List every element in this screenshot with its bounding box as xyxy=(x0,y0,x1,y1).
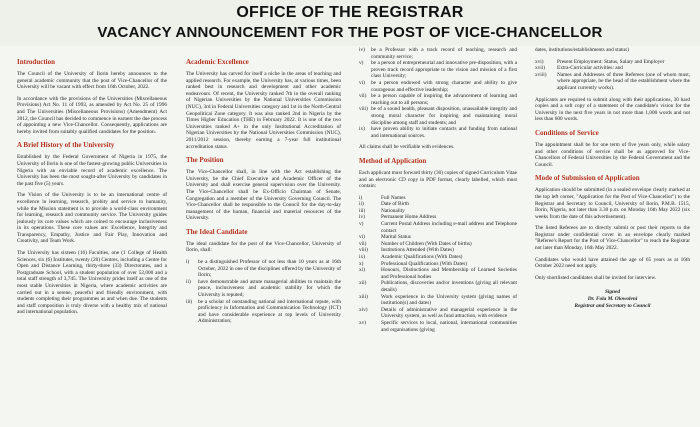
list-item: ii) have demonstrable and astute managerial abilities to maintain the peace, inclusiveness and academic stability for which the University is reputed; xyxy=(186,278,341,299)
excellence-paragraph: The University has carved for itself a niche in the areas of teaching and applied research. For example, the University has, at various times, been ranked best in research and development and other academic endeavours. Of recent, the University ranked 7th in the overall ranking of Nigerian Universities by the National Universities Commission (NUC), 3rd in Federal Universities category and 1st in the North-Central Geopolitical Zone category. It was also ranked 2nd in Nigeria by the Times Higher Education (THE) in February 2022. It is one of the two Universities ranked A+ in the only Institutional Accreditation of Nigerian Universities by the National Universities Commission (NUC), 2011/2012 session, thereby earning a 7-year full institutional accreditation status. xyxy=(186,71,341,150)
history-paragraph-2: The Vision of the University is to be an international centre of excellence in learning, research, probity and service to humanity, while the Mission statement is to provide a world-class environment for learning, research and community service. The University guides jealously its core values which are coined to encourage inclusiveness in its operations. These core values are: Excellence, Integrity and Transparency, Empathy, Justice and Fair Play, Innovation and Creativity, and Team Work. xyxy=(17,192,167,245)
list-item: xvii) Extra-Curricular activities: and xyxy=(535,65,623,72)
list-item: iii) Nationality xyxy=(359,207,405,214)
conditions-paragraph: The appointment shall be for one term of five years only, while salary and other conditions of service shall be as approved for Vice-Chancellors of Federal Universities by the Federal Government and the Council. xyxy=(535,141,690,168)
submission-paragraph-3: Candidates who would have attained the age of 65 years as at 16th October 2022 need not apply. xyxy=(535,256,690,270)
ideal-candidate-heading: The Ideal Candidate xyxy=(186,227,248,236)
method-paragraph: Each applicant must forward thirty (30) copies of signed Curriculum Vitae and an electronic CD copy in PDF format, clearly labelled, which must contain: xyxy=(359,169,517,190)
signed-label: Signed xyxy=(604,289,620,296)
list-item: xiv) Details of administrative and managerial experience in the University system, as well as fund attraction, with evidence xyxy=(359,306,517,320)
submission-paragraph-2: The listed Referees are to directly submit or post their reports to the Registrar under confidential cover in an envelope clearly marked "Referee's Report for the Post of Vice-Chancellor" to reach the Registrar not later than Monday, 16th May 2022. xyxy=(535,225,690,252)
list-item: vii) be a person capable of inspiring the advancement of learning and reaching out to all persons; xyxy=(359,93,517,106)
vision-statement-paragraph: Applicants are required to submit along with their applications, 30 hard copies and a soft copy of a statement of the candidate's vision for the University in the next five years in not more than 1,000 words and not less than 600 words. xyxy=(535,96,690,123)
announcement-header xyxy=(0,0,700,46)
history-paragraph-1: Established by the Federal Government of Nigeria in 1975, the University of Ilorin is one of the fastest-growing public Universities in Nigeria with an enviable record of academic excellence. The University has been the most sought-after University by candidates in the past five (5) years. xyxy=(17,154,167,187)
list-item: ii) Date of Birth xyxy=(359,201,409,208)
academic-excellence-heading: Academic Excellence xyxy=(186,58,249,66)
list-item: i) be a distinguished Professor of not less than 10 years as at 16th October, 2022 in one of the disciplines offered by the University of Ilorin; xyxy=(186,259,341,279)
list-item: xi) Honours, Distinctions and Membership of Learned Societies and Professional bodies xyxy=(359,267,517,280)
office-title: OFFICE OF THE REGISTRAR xyxy=(236,4,464,21)
list-item: x) Professional Qualifications (With Dates) xyxy=(359,260,468,267)
claims-note: All claims shall be verifiable with evidences. xyxy=(359,144,455,151)
list-item: xiii) Work experience in the University system (giving names of institution(s) and dates) xyxy=(359,293,517,307)
list-item: viii) be of a sound health, pleasant disposition, unassailable integrity and strong moral character for inspiring and maintaining moral discipline among staff and students; and xyxy=(359,106,517,126)
list-item: xvi) Present Employment: Status, Salary and Employer xyxy=(535,58,665,65)
list-item: i) Full Names xyxy=(359,194,406,201)
registrar-title: Registrar and Secretary to Council xyxy=(574,302,651,309)
submission-heading: Mode of Submission of Application xyxy=(535,174,640,183)
position-heading: The Position xyxy=(186,156,224,165)
intro-paragraph-2: In accordance with the provisions of the Universities (Miscellaneous Provisions) Act No. 11 of 1993, as amended by Act No. 25 of 1996 and The Universities (Miscellaneous Provisions) (Amendment) Act 2012, the Council has decided to commence in earnest the due process of appointing a new Vice-Chancellor. Consequently, applications are hereby invited from suitably qualified candidates for the position. xyxy=(17,95,167,135)
column-1 xyxy=(17,50,167,427)
list-item: vi) Marital Status xyxy=(359,234,411,241)
list-item: ix) have proven ability to initiate contacts and funding from national and international sources. xyxy=(359,126,517,139)
list-item: xv) Specific services to local, national, international communities and organisations (giving xyxy=(359,319,517,333)
intro-paragraph-1: The Council of the University of Ilorin hereby announces to the general academic community that the post of Vice-Chancellor of the University will be vacant with effect from 16th October, 2022. xyxy=(17,71,167,91)
list-item: v) be a person of entrepreneurial and innovative pre-disposition, with a proven track record appropriate to the vision and mission of a first class University; xyxy=(359,60,517,80)
list-item: iv) be a Professor with a track record of teaching, research and community service; xyxy=(359,47,517,60)
list-item: iv) Permanent Home Address xyxy=(359,214,437,221)
column-3 xyxy=(359,47,517,424)
history-paragraph-3: The University has sixteen (16) Faculties, one (1 College of Health Sciences, six (6) Institutes, twenty (20) Centres, including a Centre for Open and Distance Learning, thirty-three (33) Directorates, and a Postgraduate School, with a student population of over 52,000 and a total staff strength of 3,745. The University prides itself as one of the most stable Universities in Nigeria, where academic activities are carried out in a serene, peaceful and friendly environment, with students completing their programmes as and when due. The students and staff composition is truly diverse with a healthy mix of national and international population. xyxy=(17,250,167,316)
list-item: vii) Number of Children (With Dates of births) xyxy=(359,240,472,247)
shortlist-paragraph: Only shortlisted candidates shall be invited for interview. xyxy=(535,274,657,281)
list-item: xviii) Names and Addresses of three Referees (one of whom must, where appropriate, be the head of the establishment where the applicant currently works). xyxy=(535,71,690,91)
cv-list-continuation: dates, institutions/establishments and status) xyxy=(535,47,629,53)
list-item: vi) be a person endowed with strong character and ability to give courageous and effective leadership; xyxy=(359,79,517,93)
list-item: ix) Academic Qualifications (With Dates) xyxy=(359,254,463,261)
vacancy-title: VACANCY ANNOUNCEMENT FOR THE POST OF VICE-CHANCELLOR xyxy=(97,24,603,41)
introduction-heading: Introduction xyxy=(17,58,55,66)
ideal-candidate-intro: The ideal candidate for the post of the Vice-Chancellor, University of Ilorin, shall: xyxy=(186,240,341,254)
column-4 xyxy=(535,47,690,424)
list-item: xii) Publications, discoveries and/or inventions (giving all relevant details) xyxy=(359,280,517,293)
ideal-candidate-list xyxy=(186,259,341,325)
signature-block xyxy=(535,289,690,309)
cv-contents-list xyxy=(359,195,517,333)
method-heading: Method of Application xyxy=(359,156,427,165)
column-2 xyxy=(186,50,341,427)
ideal-candidate-list-continued xyxy=(359,47,517,139)
position-paragraph: The Vice-Chancellor shall, in line with the Act establishing the University, be the Chief Executive and Academic Officer of the University and shall exercise general supervision over the University. The Vice-Chancellor shall be Ex-Officio Chairman of Senate, Congregation and a member of the University Governing Council. The Vice-Chancellor shall be responsible to the Council for the day-to-day management of the human, financial and material resources of the University. xyxy=(186,169,341,222)
registrar-name: Dr. Fola M. Olowoleni xyxy=(587,296,638,303)
list-item: v) Current Postal Address including e-mail address and Telephone contact xyxy=(359,221,517,234)
history-heading: A Brief History of the University xyxy=(17,141,115,150)
submission-paragraph-1: Application should be submitted (in a sealed envelope clearly marked at the top left corner, "Application for the Post of Vice-Chancellor") to the Registrar and Secretary to Council, University of Ilorin, P.M.B. 1515, Ilorin, Nigeria, not later than 3.30 p.m. on Monday 16th May 2022 (six weeks from the date of this advertisement). xyxy=(535,187,690,220)
cv-contents-list-continued xyxy=(535,59,690,92)
list-item: viii) Institutions Attended (With Dates) xyxy=(359,247,454,254)
conditions-heading: Conditions of Service xyxy=(535,128,599,137)
list-item: iii) be a scholar of outstanding national and international repute, with proficiency in Information and Communication Technology (ICT) and have considerable experience at top levels of University Administration; xyxy=(186,298,341,325)
